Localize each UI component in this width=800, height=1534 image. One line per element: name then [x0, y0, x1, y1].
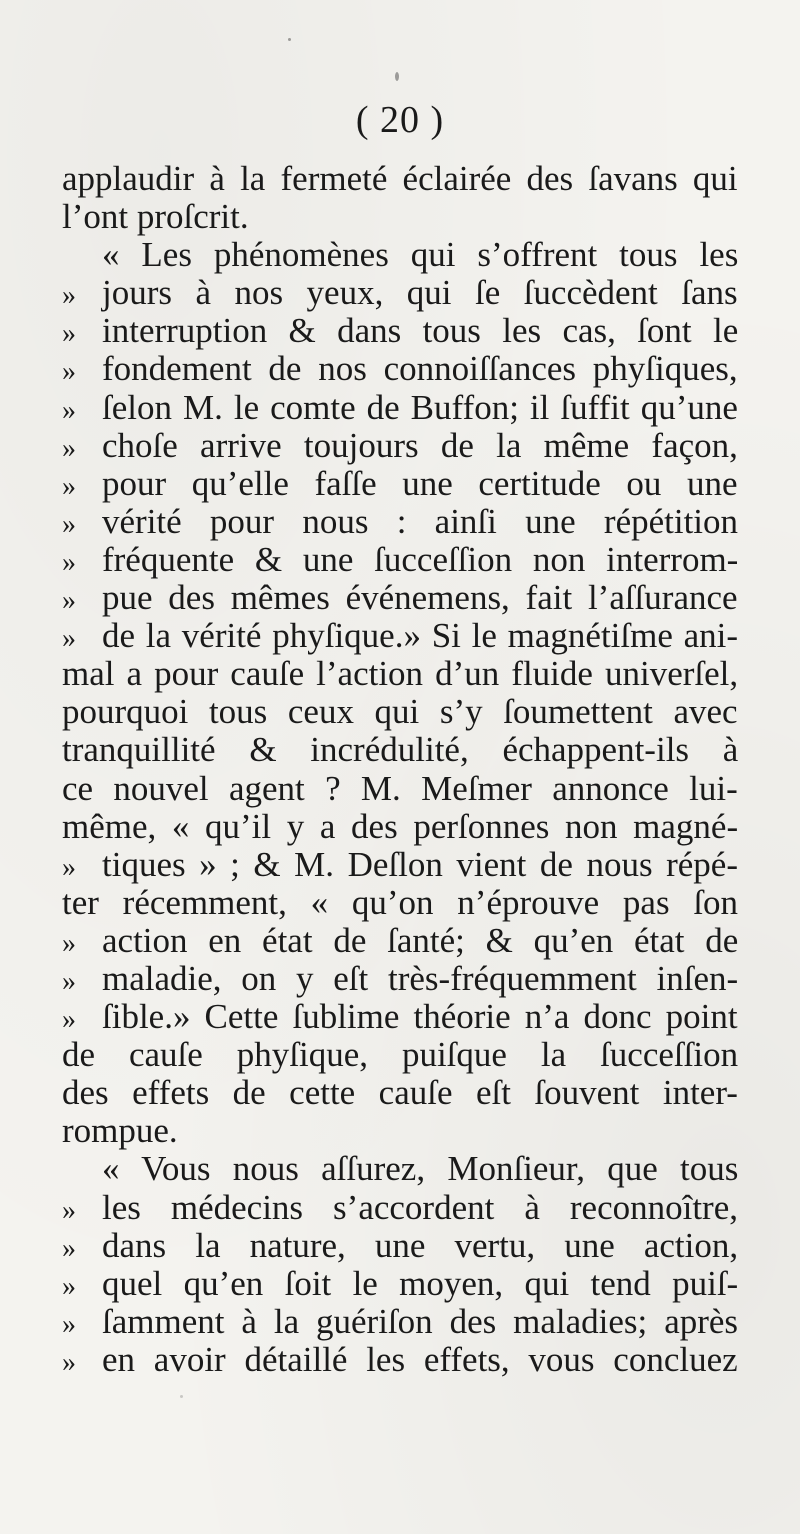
- text-line: [62, 693, 738, 731]
- line-text: fréquente & une ſucceſſion non interrom-: [102, 539, 739, 579]
- quote-mark: »: [62, 1270, 76, 1302]
- text-line: [62, 198, 738, 236]
- line-text: maladie, on y eſt très-fréquemment inſen-: [102, 958, 739, 998]
- quote-mark: »: [62, 1308, 76, 1340]
- line-text: l’ont proſcrit.: [62, 197, 249, 237]
- ink-speck: [180, 1395, 183, 1398]
- text-line: [62, 465, 738, 503]
- ink-speck: [395, 72, 399, 81]
- text-line: [62, 1341, 738, 1379]
- text-line: [62, 998, 738, 1036]
- line-text: en avoir détaillé les effets, vous concluez: [102, 1339, 738, 1379]
- line-text: jours à nos yeux, qui ſe ſuccèdent ſans: [102, 273, 738, 313]
- text-line: [62, 350, 738, 388]
- line-text: « Vous nous aſſurez, Monſieur, que tous: [102, 1149, 739, 1189]
- text-line: [62, 236, 738, 274]
- quote-mark: »: [62, 1194, 76, 1226]
- line-text: mal a pour cauſe l’action d’un fluide univerſel,: [62, 654, 739, 694]
- quote-mark: »: [62, 965, 76, 997]
- line-text: de la vérité phyſique.» Si le magnétiſme ani-: [102, 616, 739, 656]
- quote-mark: »: [62, 1346, 76, 1378]
- text-line: [62, 1150, 738, 1188]
- line-text: ſible.» Cette ſublime théorie n’a donc point: [102, 997, 738, 1037]
- text-line: [62, 808, 738, 846]
- text-line: [62, 503, 738, 541]
- line-text: applaudir à la fermeté éclairée des ſavans qui: [62, 159, 738, 198]
- text-line: [62, 617, 738, 655]
- text-line: [62, 922, 738, 960]
- quote-mark: »: [62, 280, 76, 312]
- quote-mark: »: [62, 585, 76, 617]
- line-text: choſe arrive toujours de la même façon,: [102, 425, 738, 465]
- quote-mark: »: [62, 851, 76, 883]
- text-line: [62, 655, 738, 693]
- line-text: action en état de ſanté; & qu’en état de: [102, 920, 739, 960]
- quote-mark: »: [62, 546, 76, 578]
- quote-mark: »: [62, 394, 76, 426]
- text-line: [62, 274, 738, 312]
- text-line: [62, 960, 738, 998]
- quote-mark: »: [62, 1232, 76, 1264]
- text-line: [62, 770, 738, 808]
- quote-mark: »: [62, 1004, 76, 1036]
- quote-mark: »: [62, 356, 76, 388]
- quote-mark: »: [62, 623, 76, 655]
- text-line: [62, 160, 738, 198]
- line-text: quel qu’en ſoit le moyen, qui tend puiſ-: [102, 1263, 739, 1303]
- line-text: de cauſe phyſique, puiſque la ſucceſſion: [62, 1035, 739, 1075]
- page-number: ( 20 ): [355, 99, 445, 141]
- text-line: [62, 731, 738, 769]
- text-line: [62, 846, 738, 884]
- text-line: [62, 312, 738, 350]
- text-line: [62, 541, 738, 579]
- text-line: [62, 1074, 738, 1112]
- line-text: ſamment à la guériſon des maladies; après: [102, 1301, 739, 1341]
- line-text: les médecins s’accordent à reconnoître,: [102, 1187, 738, 1227]
- line-text: dans la nature, une vertu, une action,: [102, 1225, 739, 1265]
- text-line: [62, 1265, 738, 1303]
- quote-mark: »: [62, 318, 76, 350]
- line-text: fondement de nos connoiſſances phyſiques,: [102, 349, 738, 389]
- line-text: des effets de cette cauſe eſt ſouvent inter-: [62, 1073, 738, 1113]
- line-text: rompue.: [62, 1111, 178, 1151]
- line-text: même, « qu’il y a des perſonnes non magné-: [62, 806, 739, 846]
- line-text: ter récemment, « qu’on n’éprouve pas ſon: [62, 882, 739, 922]
- quote-mark: »: [62, 470, 76, 502]
- text-line: [62, 1227, 738, 1265]
- text-line: [62, 884, 738, 922]
- body-text: [62, 160, 738, 1379]
- text-line: [62, 389, 738, 427]
- text-line: [62, 1112, 738, 1150]
- text-line: [62, 1036, 738, 1074]
- line-text: tiques » ; & M. Deſlon vient de nous répé-: [102, 844, 738, 884]
- line-text: interruption & dans tous les cas, ſont le: [102, 311, 739, 351]
- line-text: pourquoi tous ceux qui s’y ſoumettent avec: [62, 692, 738, 732]
- text-line: [62, 579, 738, 617]
- quote-mark: »: [62, 508, 76, 540]
- quote-mark: »: [62, 927, 76, 959]
- text-line: [62, 427, 738, 465]
- line-text: pue des mêmes événemens, fait l’aſſurance: [102, 578, 738, 618]
- ink-speck: [288, 38, 291, 41]
- quote-mark: »: [62, 432, 76, 464]
- line-text: ce nouvel agent ? M. Meſmer annonce lui-: [62, 768, 738, 808]
- line-text: pour qu’elle faſſe une certitude ou une: [102, 463, 738, 503]
- text-line: [62, 1189, 738, 1227]
- line-text: tranquillité & incrédulité, échappent-ils à: [62, 730, 739, 770]
- line-text: vérité pour nous : ainſi une répétition: [102, 501, 739, 541]
- line-text: ſelon M. le comte de Buffon; il ſuffit qu’une: [102, 387, 738, 427]
- line-text: « Les phénomènes qui s’offrent tous les: [102, 235, 739, 275]
- text-line: [62, 1303, 738, 1341]
